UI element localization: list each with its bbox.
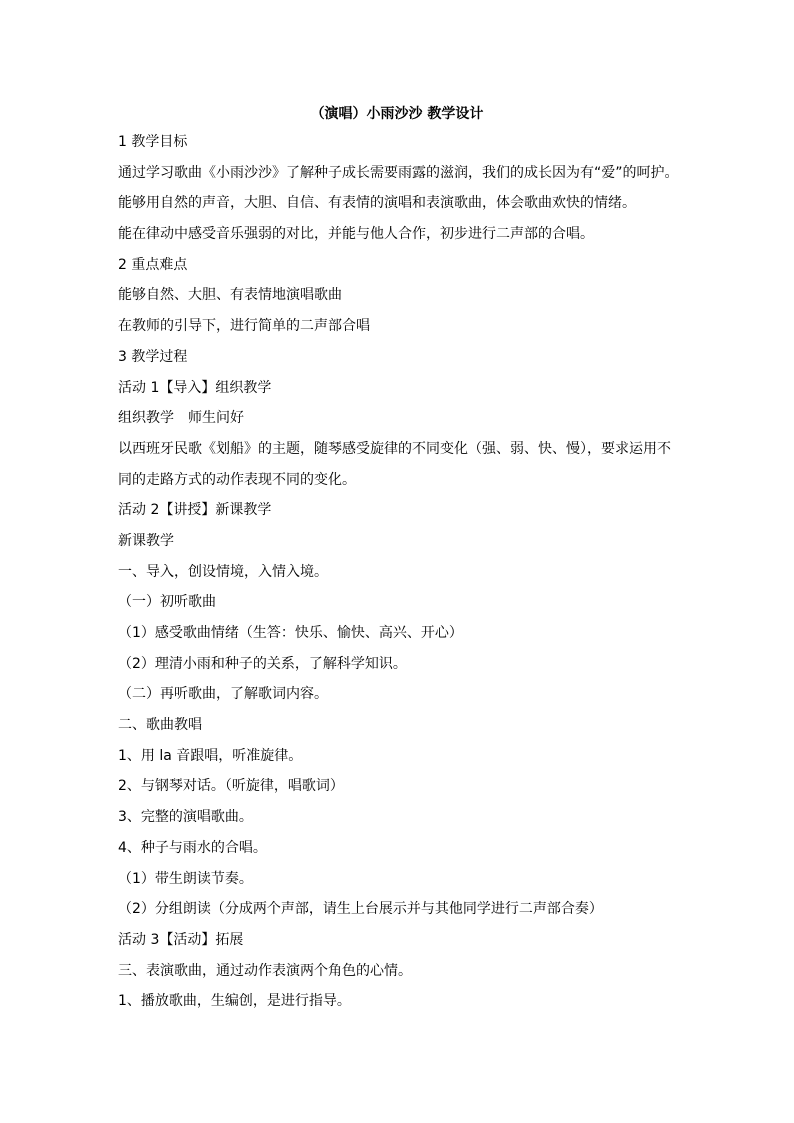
paragraph: （2）分组朗读（分成两个声部，请生上台展示并与其他同学进行二声部合奏） — [118, 901, 603, 918]
section-heading-objectives: 1 教学目标 — [118, 134, 188, 150]
paragraph: （1）感受歌曲情绪（生答：快乐、愉快、高兴、开心） — [118, 625, 463, 641]
paragraph: 通过学习歌曲《小雨沙沙》了解种子成长需要雨露的滋润，我们的成长因为有“爱”的呵护。 — [118, 164, 679, 181]
paragraph: 1、播放歌曲，生编创，是进行指导。 — [118, 993, 351, 1010]
paragraph: 3、完整的演唱歌曲。 — [118, 809, 253, 826]
paragraph: 2、与钢琴对话。（听旋律，唱歌词） — [118, 778, 344, 795]
paragraph: （2）理清小雨和种子的关系，了解科学知识。 — [118, 655, 407, 672]
paragraph: （1）带生朗读节奏。 — [118, 870, 253, 887]
activity-heading: 活动 2【讲授】新课教学 — [118, 502, 272, 519]
paragraph: 一、导入，创设情境，入情入境。 — [118, 563, 328, 580]
paragraph: 三、表演歌曲，通过动作表演两个角色的心情。 — [118, 962, 412, 979]
activity-heading: 活动 3【活动】拓展 — [118, 931, 244, 948]
paragraph: 二、歌曲教唱 — [118, 717, 202, 734]
section-heading-key-points: 2 重点难点 — [118, 256, 188, 273]
paragraph: 能在律动中感受音乐强弱的对比，并能与他人合作，初步进行二声部的合唱。 — [118, 226, 594, 243]
document-body — [118, 132, 690, 1022]
paragraph: （一）初听歌曲 — [118, 594, 216, 611]
paragraph: 在教师的引导下，进行简单的二声部合唱 — [118, 318, 370, 335]
paragraph: 新课教学 — [118, 532, 174, 549]
section-heading-process: 3 教学过程 — [118, 348, 188, 365]
paragraph: 组织教学 师生问好 — [118, 410, 244, 427]
paragraph: 同的走路方式的动作表现不同的变化。 — [118, 471, 356, 488]
paragraph: 能够用自然的声音，大胆、自信、有表情的演唱和表演歌曲，体会歌曲欢快的情绪。 — [118, 195, 636, 212]
paragraph: 以西班牙民歌《划船》的主题，随琴感受旋律的不同变化（强、弱、快、慢），要求运用不 — [118, 440, 671, 457]
paragraph: 能够自然、大胆、有表情地演唱歌曲 — [118, 287, 342, 304]
paragraph: （二）再听歌曲，了解歌词内容。 — [118, 686, 328, 703]
activity-heading: 活动 1【导入】组织教学 — [118, 379, 272, 396]
document-title: （演唱）小雨沙沙 教学设计 — [310, 106, 484, 122]
paragraph: 1、用 la 音跟唱，听准旋律。 — [118, 747, 303, 764]
paragraph: 4、种子与雨水的合唱。 — [118, 839, 267, 856]
